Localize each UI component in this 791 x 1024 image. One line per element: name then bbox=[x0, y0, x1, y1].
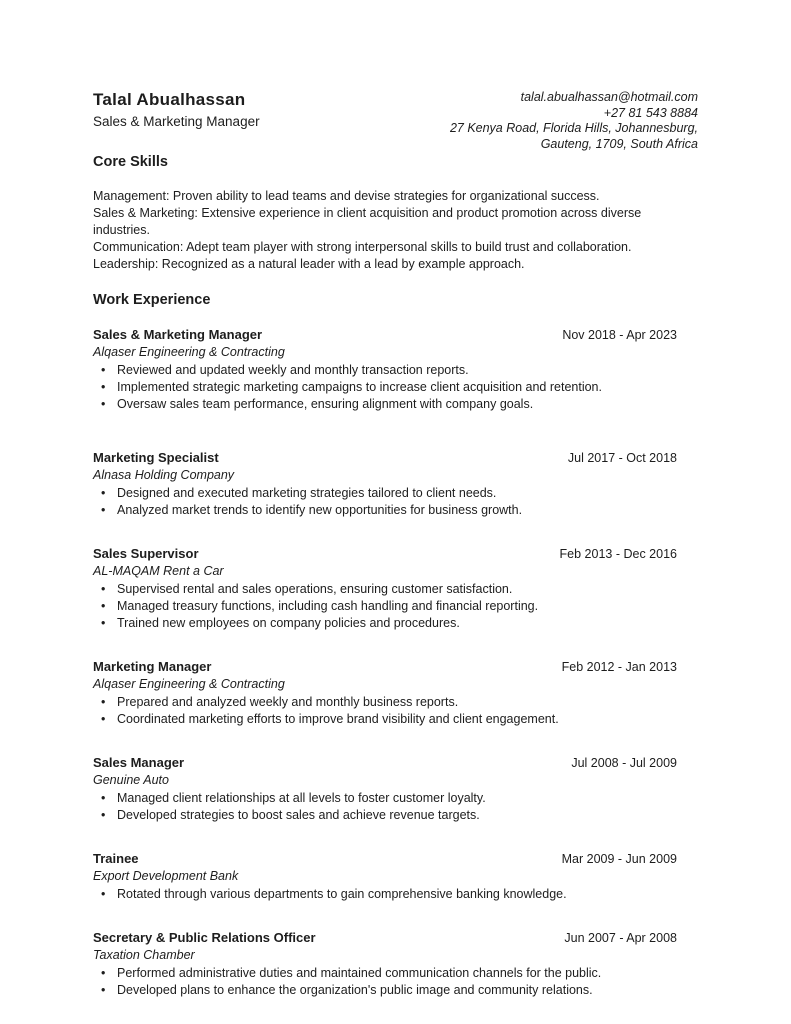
job-bullet: • Prepared and analyzed weekly and monthly business reports. bbox=[93, 694, 698, 711]
job-entry bbox=[93, 754, 698, 824]
job-entry bbox=[93, 326, 698, 413]
job-bullet-list bbox=[93, 362, 698, 413]
job-bullet-list bbox=[93, 886, 698, 903]
job-bullet: • Supervised rental and sales operations, ensuring customer satisfaction. bbox=[93, 581, 698, 598]
job-dates: Nov 2018 - Apr 2023 bbox=[562, 328, 677, 342]
job-company: Alqaser Engineering & Contracting bbox=[93, 677, 285, 691]
job-bullet: • Developed strategies to boost sales and achieve revenue targets. bbox=[93, 807, 698, 824]
contact-block bbox=[450, 90, 698, 152]
job-bullet-list bbox=[93, 965, 698, 999]
job-bullet: • Rotated through various departments to gain comprehensive banking knowledge. bbox=[93, 886, 698, 903]
job-bullet-list bbox=[93, 694, 698, 728]
job-title: Secretary & Public Relations Officer bbox=[93, 930, 316, 945]
resume-header bbox=[93, 90, 698, 152]
job-entry bbox=[93, 929, 698, 999]
job-head bbox=[93, 326, 698, 344]
job-bullet: • Performed administrative duties and maintained communication channels for the public. bbox=[93, 965, 698, 982]
job-company: Taxation Chamber bbox=[93, 948, 195, 962]
job-title: Sales Manager bbox=[93, 755, 185, 770]
job-title: Sales Supervisor bbox=[93, 546, 199, 561]
job-head bbox=[93, 929, 698, 947]
candidate-title: Sales & Marketing Manager bbox=[93, 114, 260, 129]
job-bullet-list bbox=[93, 581, 698, 632]
job-company: AL-MAQAM Rent a Car bbox=[93, 564, 224, 578]
job-bullet: • Managed treasury functions, including cash handling and financial reporting. bbox=[93, 598, 698, 615]
job-title: Sales & Marketing Manager bbox=[93, 327, 263, 342]
section-heading-core-skills: Core Skills bbox=[93, 154, 168, 170]
job-bullet-list bbox=[93, 485, 698, 519]
job-bullet: • Reviewed and updated weekly and monthly transaction reports. bbox=[93, 362, 698, 379]
job-dates: Jul 2008 - Jul 2009 bbox=[571, 756, 677, 770]
job-bullet: • Implemented strategic marketing campaigns to increase client acquisition and retention. bbox=[93, 379, 698, 396]
job-title: Marketing Specialist bbox=[93, 450, 219, 465]
job-dates: Jul 2017 - Oct 2018 bbox=[567, 451, 677, 465]
job-dates: Feb 2013 - Dec 2016 bbox=[559, 547, 677, 561]
job-title: Trainee bbox=[93, 851, 139, 866]
job-head bbox=[93, 545, 698, 563]
job-company: Alqaser Engineering & Contracting bbox=[93, 345, 285, 359]
contact-address-line2: Gauteng, 1709, South Africa bbox=[540, 136, 698, 151]
job-bullet: • Developed plans to enhance the organization's public image and community relations. bbox=[93, 982, 698, 999]
job-dates: Mar 2009 - Jun 2009 bbox=[561, 852, 677, 866]
job-head bbox=[93, 754, 698, 772]
job-bullet: • Designed and executed marketing strategies tailored to client needs. bbox=[93, 485, 698, 502]
job-head bbox=[93, 850, 698, 868]
job-bullet-list bbox=[93, 790, 698, 824]
core-skill-item: Leadership: Recognized as a natural leader with a lead by example approach. bbox=[93, 257, 525, 271]
job-bullet: • Trained new employees on company policies and procedures. bbox=[93, 615, 698, 632]
job-title: Marketing Manager bbox=[93, 659, 212, 674]
job-entry bbox=[93, 545, 698, 632]
core-skill-item: Sales & Marketing: Extensive experience in client acquisition and product promotion across diverse industries. bbox=[93, 206, 642, 237]
job-company: Alnasa Holding Company bbox=[93, 468, 235, 482]
job-head bbox=[93, 449, 698, 467]
contact-phone: +27 81 543 8884 bbox=[603, 105, 698, 120]
job-dates: Feb 2012 - Jan 2013 bbox=[561, 660, 677, 674]
job-bullet: • Coordinated marketing efforts to improve brand visibility and client engagement. bbox=[93, 711, 698, 728]
contact-email: talal.abualhassan@hotmail.com bbox=[520, 90, 698, 104]
job-entry bbox=[93, 449, 698, 519]
job-company: Export Development Bank bbox=[93, 869, 239, 883]
core-skill-item: Communication: Adept team player with strong interpersonal skills to build trust and collaboration. bbox=[93, 240, 632, 254]
job-head bbox=[93, 658, 698, 676]
core-skill-item: Management: Proven ability to lead teams and devise strategies for organizational success. bbox=[93, 189, 600, 203]
job-entry bbox=[93, 658, 698, 728]
job-company: Genuine Auto bbox=[93, 773, 169, 787]
job-bullet: • Oversaw sales team performance, ensuring alignment with company goals. bbox=[93, 396, 698, 413]
job-bullet: • Managed client relationships at all levels to foster customer loyalty. bbox=[93, 790, 698, 807]
job-bullet: • Analyzed market trends to identify new opportunities for business growth. bbox=[93, 502, 698, 519]
job-entry bbox=[93, 850, 698, 903]
job-dates: Jun 2007 - Apr 2008 bbox=[564, 931, 677, 945]
work-experience-list bbox=[93, 326, 698, 999]
core-skills-list bbox=[93, 188, 698, 273]
contact-address-line1: 27 Kenya Road, Florida Hills, Johannesburg, bbox=[449, 121, 698, 135]
candidate-name: Talal Abualhassan bbox=[93, 90, 246, 109]
section-heading-work-experience: Work Experience bbox=[93, 292, 211, 308]
identity-block bbox=[93, 90, 260, 130]
